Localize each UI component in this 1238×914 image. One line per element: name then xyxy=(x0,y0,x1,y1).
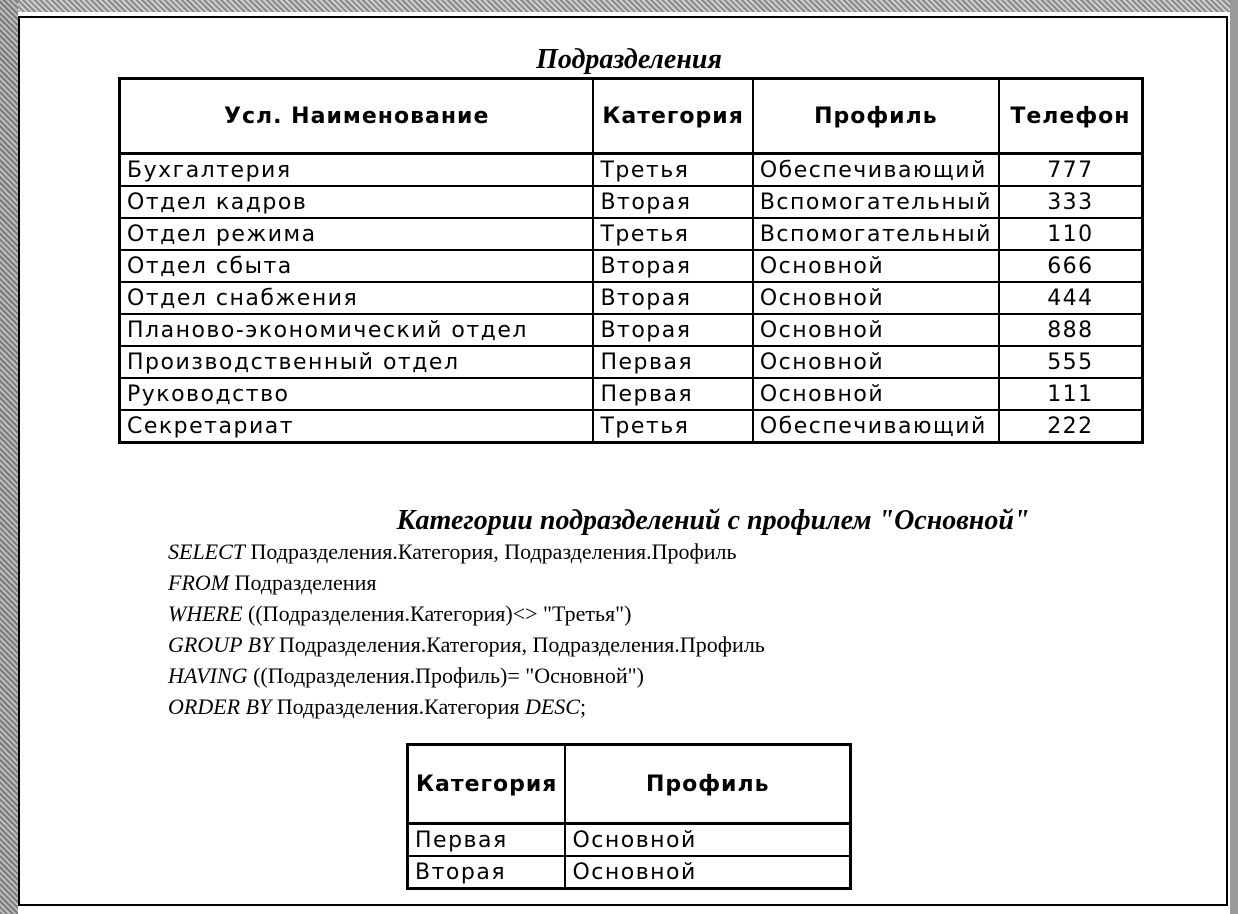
cell-category: Первая xyxy=(593,346,752,378)
sql-text: Подразделения.Категория xyxy=(271,694,525,719)
sql-line-order-by xyxy=(168,691,765,722)
shadow-left xyxy=(0,0,18,914)
header-name: Усл. Наименование xyxy=(120,79,594,154)
sql-text: ((Подразделения.Профиль)= "Основной") xyxy=(247,663,644,688)
table-row xyxy=(408,856,851,889)
sql-line-where xyxy=(168,598,765,629)
table-row xyxy=(120,378,1143,410)
table-row xyxy=(120,346,1143,378)
cell-profile: Обеспечивающий xyxy=(753,154,999,187)
cell-name: Отдел снабжения xyxy=(120,282,594,314)
cell-phone: 110 xyxy=(999,218,1143,250)
cell-name: Отдел кадров xyxy=(120,186,594,218)
shadow-top xyxy=(0,0,1238,12)
cell-category: Вторая xyxy=(593,314,752,346)
cell-profile: Основной xyxy=(753,250,999,282)
cell-phone: 666 xyxy=(999,250,1143,282)
shadow-right xyxy=(1230,0,1238,914)
sql-line-select xyxy=(168,536,765,567)
cell-phone: 777 xyxy=(999,154,1143,187)
sql-text: Подразделения xyxy=(229,570,377,595)
sql-keyword: HAVING xyxy=(168,663,248,688)
cell-profile: Обеспечивающий xyxy=(753,410,999,443)
table-row xyxy=(120,186,1143,218)
table-row xyxy=(120,154,1143,187)
sql-keyword: GROUP BY xyxy=(168,632,274,657)
cell-name: Производственный отдел xyxy=(120,346,594,378)
sql-keyword: ORDER BY xyxy=(168,694,272,719)
cell-category: Вторая xyxy=(408,856,566,889)
table-row xyxy=(120,410,1143,443)
sql-terminator: ; xyxy=(579,694,587,719)
sql-line-group-by xyxy=(168,629,765,660)
sql-keyword: FROM xyxy=(168,570,230,595)
cell-category: Третья xyxy=(593,410,752,443)
cell-category: Вторая xyxy=(593,186,752,218)
cell-phone: 333 xyxy=(999,186,1143,218)
departments-table xyxy=(118,77,1144,444)
sql-line-from xyxy=(168,567,765,598)
header-category: Категория xyxy=(408,745,566,824)
cell-profile: Вспомогательный xyxy=(753,218,999,250)
cell-phone: 555 xyxy=(999,346,1143,378)
header-profile: Профиль xyxy=(565,745,850,824)
cell-name: Руководство xyxy=(120,378,594,410)
cell-category: Третья xyxy=(593,218,752,250)
cell-category: Первая xyxy=(593,378,752,410)
cell-phone: 111 xyxy=(999,378,1143,410)
cell-profile: Основной xyxy=(753,378,999,410)
cell-name: Секретариат xyxy=(120,410,594,443)
sql-keyword: WHERE xyxy=(168,601,243,626)
cell-profile: Основной xyxy=(565,824,850,857)
table-row xyxy=(408,824,851,857)
table-header-row xyxy=(408,745,851,824)
result-table xyxy=(406,743,852,890)
main-table-title: Подразделения xyxy=(536,44,722,75)
table-row xyxy=(120,250,1143,282)
cell-name: Отдел режима xyxy=(120,218,594,250)
header-category: Категория xyxy=(593,79,752,154)
cell-name: Отдел сбыта xyxy=(120,250,594,282)
table-row xyxy=(120,314,1143,346)
header-phone: Телефон xyxy=(999,79,1143,154)
cell-profile: Основной xyxy=(565,856,850,889)
sql-query xyxy=(168,536,765,722)
sql-keyword-desc: DESC xyxy=(524,694,580,719)
cell-category: Первая xyxy=(408,824,566,857)
sql-text: ((Подразделения.Категория)<> "Третья") xyxy=(242,601,632,626)
sql-text: Подразделения.Категория, Подразделения.Профиль xyxy=(245,539,737,564)
header-profile: Профиль xyxy=(753,79,999,154)
cell-phone: 444 xyxy=(999,282,1143,314)
sql-keyword: SELECT xyxy=(168,539,246,564)
table-header-row xyxy=(120,79,1143,154)
cell-name: Бухгалтерия xyxy=(120,154,594,187)
cell-profile: Вспомогательный xyxy=(753,186,999,218)
cell-category: Вторая xyxy=(593,282,752,314)
cell-name: Планово-экономический отдел xyxy=(120,314,594,346)
table-row xyxy=(120,218,1143,250)
cell-category: Вторая xyxy=(593,250,752,282)
table-row xyxy=(120,282,1143,314)
sql-line-having xyxy=(168,660,765,691)
cell-phone: 222 xyxy=(999,410,1143,443)
cell-profile: Основной xyxy=(753,346,999,378)
cell-profile: Основной xyxy=(753,282,999,314)
sql-text: Подразделения.Категория, Подразделения.Профиль xyxy=(273,632,765,657)
cell-profile: Основной xyxy=(753,314,999,346)
cell-phone: 888 xyxy=(999,314,1143,346)
query-title: Категории подразделений с профилем "Основной" xyxy=(396,505,1030,536)
cell-category: Третья xyxy=(593,154,752,187)
